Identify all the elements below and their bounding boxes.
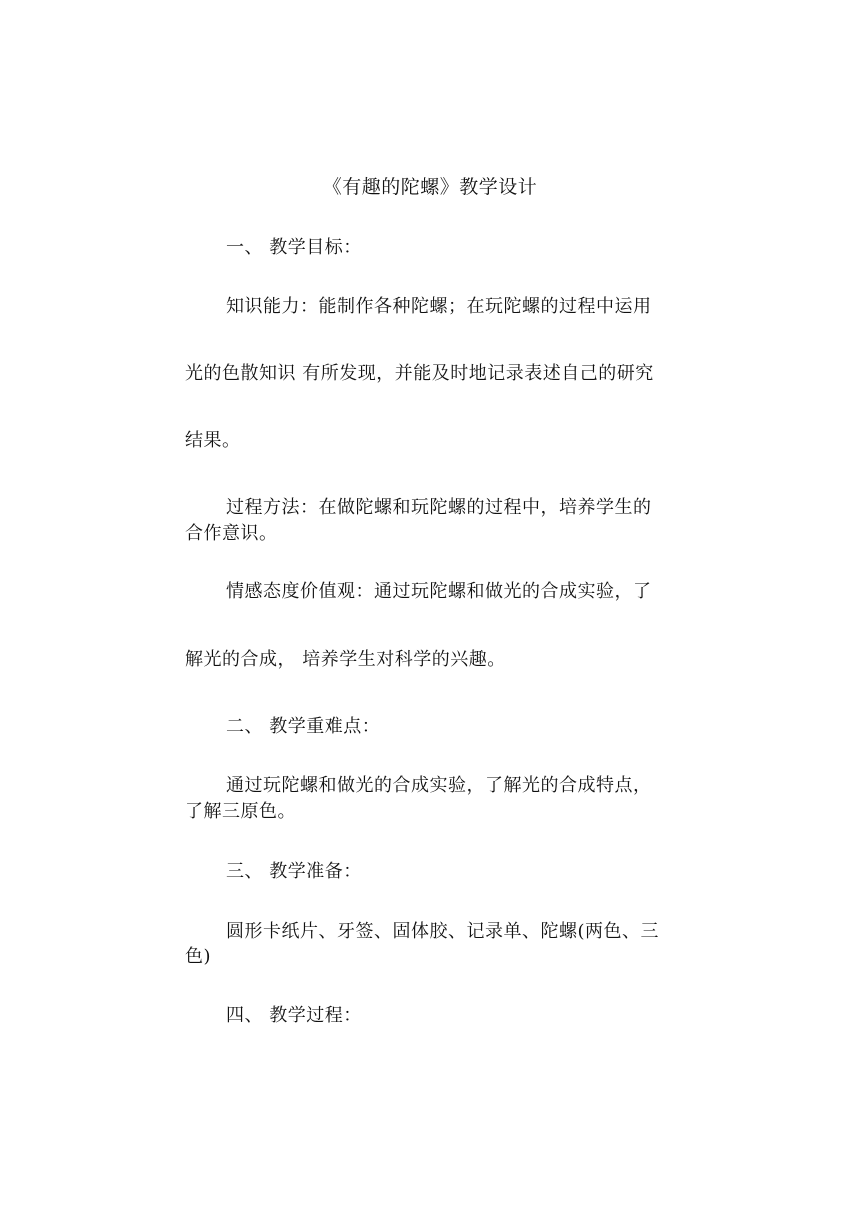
section-heading-keypoints: 二、 教学重难点： [226, 716, 381, 737]
section-heading-objectives: 一、 教学目标： [226, 237, 362, 258]
paragraph-process-line-2: 合作意识。 [185, 523, 278, 544]
paragraph-emotion-line-1: 情感态度价值观：通过玩陀螺和做光的合成实验，了 [226, 581, 652, 602]
paragraph-process-line-1: 过程方法：在做陀螺和玩陀螺的过程中，培养学生的 [226, 497, 652, 518]
paragraph-emotion-line-2: 解光的合成， 培养学生对科学的兴趣。 [185, 649, 506, 670]
paragraph-materials-line-2: 色) [185, 946, 212, 967]
document-title: 《有趣的陀螺》教学设计 [322, 176, 538, 198]
section-heading-preparation: 三、 教学准备： [226, 861, 362, 882]
paragraph-materials-line-1: 圆形卡纸片、牙签、固体胶、记录单、陀螺(两色、三 [226, 921, 660, 942]
paragraph-knowledge-line-2: 光的色散知识 有所发现，并能及时地记录表述自己的研究 [185, 363, 654, 384]
section-heading-process: 四、 教学过程： [226, 1005, 362, 1026]
paragraph-knowledge-line-3: 结果。 [185, 430, 241, 451]
paragraph-keypoints-line-2: 了解三原色。 [185, 801, 296, 822]
paragraph-keypoints-line-1: 通过玩陀螺和做光的合成实验，了解光的合成特点， [226, 775, 652, 796]
paragraph-knowledge-line-1: 知识能力：能制作各种陀螺；在玩陀螺的过程中运用 [226, 296, 652, 317]
